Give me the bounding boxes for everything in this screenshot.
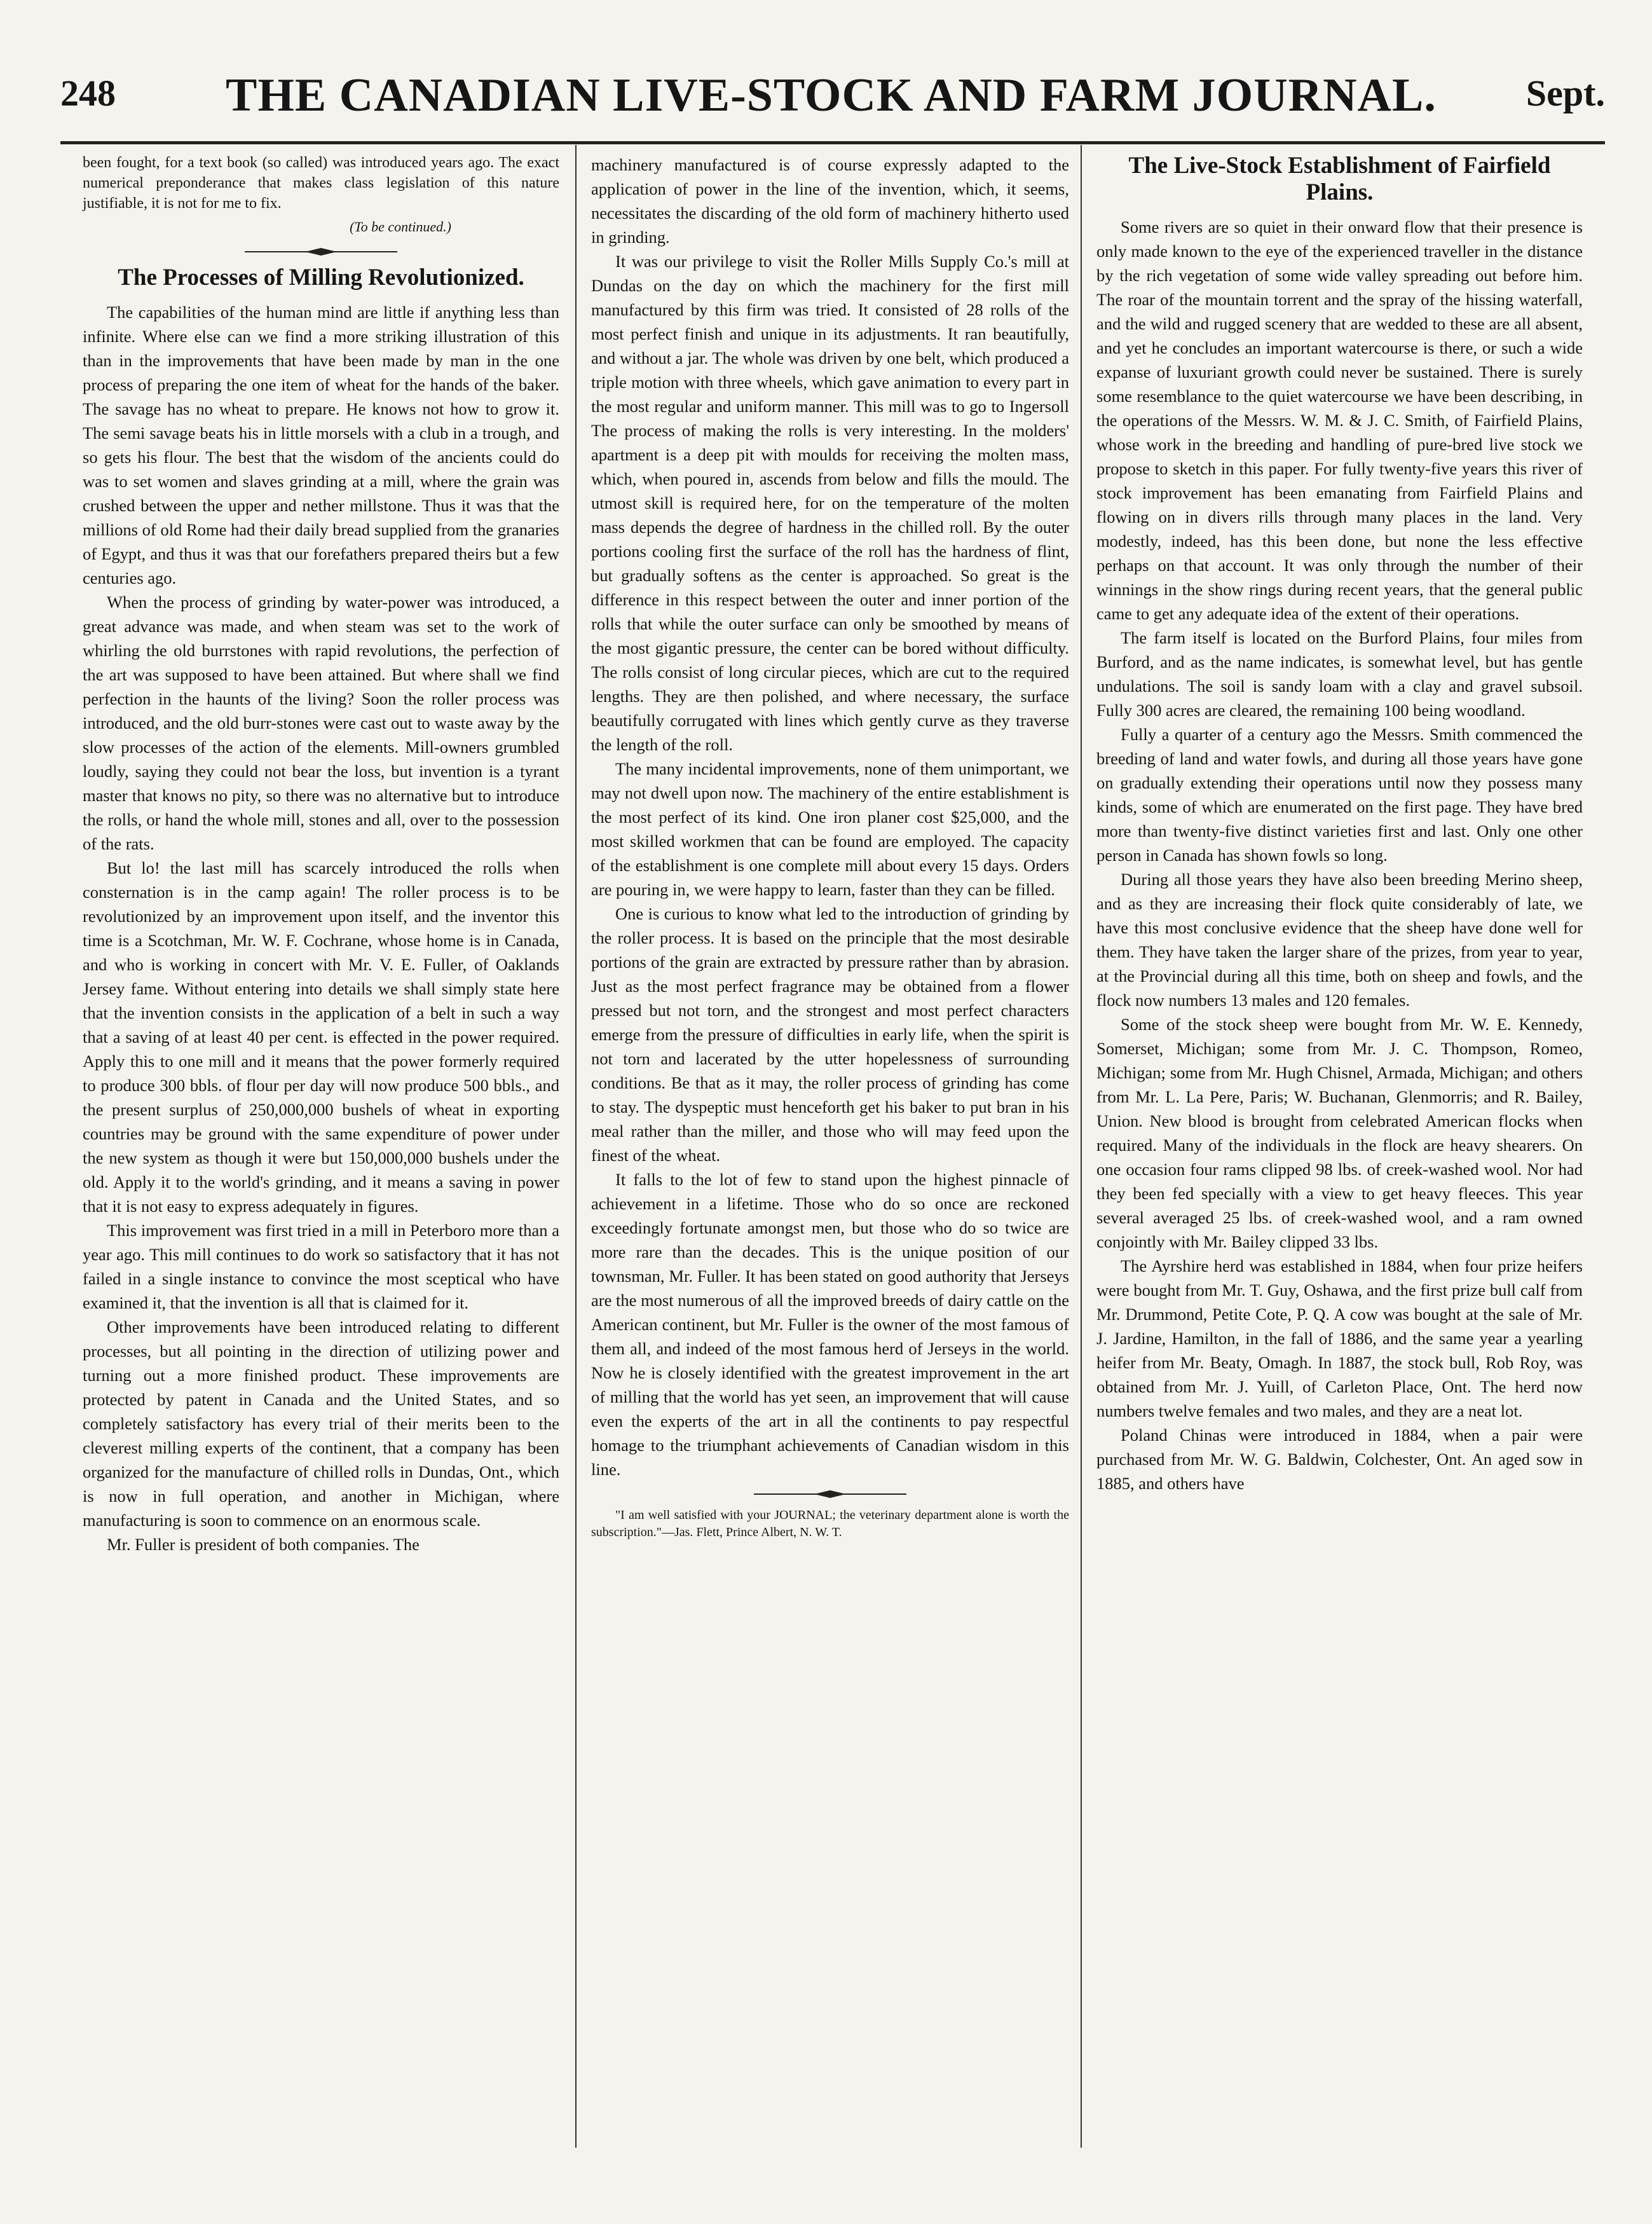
paragraph: One is curious to know what led to the introduction of grinding by the roller process. It is based on the principle that the most desirable portions of the grain are extracted by pressure rather than by abrasion. Just as the most perfect fragrance may be obtained from a flower pressed but not torn, and the strongest and most perfect characters emerge from the pressure of difficulties in early life, when the spirit is not torn and lacerated by the utter hopelessness of surrounding conditions. Be that as it may, the roller process of grinding has come to stay. The dyspeptic must henceforth get his baker to put bran in his meal rather than the miller, and those who will may feed upon the finest of the wheat. — [591, 904, 1069, 1165]
paragraph: machinery manufactured is of course expressly adapted to the application of power in the line of the invention, which, it seems, necessitates the discarding of the old form of machinery hitherto used in grinding. — [591, 155, 1069, 247]
paragraph: Other improvements have been introduced relating to different processes, but all pointing in the direction of utilizing power and turning out a more finished product. These improvements are protected by patent in Canada and the United States, and so completely satisfactory has every trial of their merits been to the cleverest milling experts of the continent, that a company has been organized for the manufacture of chilled rolls in Dundas, Ont., which is now in full operation, and another in Michigan, where manufacturing is soon to commence on an enormous scale. — [83, 1317, 559, 1530]
paragraph: Some of the stock sheep were bought from Mr. W. E. Kennedy, Somerset, Michigan; some from Mr. J. C. Thompson, Romeo, Michigan; some from Mr. Hugh Chisnel, Armada, Michigan; and others from Mr. L. La Pere, Paris; W. Buchanan, Glenmorris; and R. Bailey, Union. New blood is brought from celebrated American flocks when required. Many of the individuals in the flock are heavy shearers. On one occasion four rams clipped 98 lbs. of creek-washed wool. Nor had they been fed specially with a view to get heavy fleeces. This year several averaged 25 lbs. of creek-washed wool, and a ram owned conjointly with Mr. Bailey clipped 33 lbs. — [1096, 1015, 1583, 1251]
article-title-fairfield: The Live-Stock Establishment of Fairfield Plains. — [1128, 153, 1551, 205]
paragraph: Poland Chinas were introduced in 1884, when a pair were purchased from Mr. W. G. Baldwin, Colchester, Ont. An aged sow in 1885, and others have — [1096, 1425, 1583, 1493]
paragraph: During all those years they have also been breeding Merino sheep, and as they are increasing their flock quite considerably of late, we have this most conclusive evidence that the sheep have done well for them. They have taken the larger share of the prizes, from year to year, at the Provincial during all this time, both on sheep and fowls, and the flock now numbers 13 males and 120 females. — [1096, 870, 1583, 1010]
ornament-divider — [245, 245, 397, 258]
header-rule — [60, 141, 1605, 144]
paragraph: Mr. Fuller is president of both companies. The — [107, 1535, 420, 1554]
paragraph: Some rivers are so quiet in their onward flow that their presence is only made known to the eye of the experienced traveller in the distance by the rich vegetation of some wide valley spreading out before him. The roar of the mountain torrent and the spray of the hissing waterfall, and the wild and rugged scenery that are wedded to these are all absent, and yet he concludes an important watercourse is there, or such a wide expanse of luxuriant growth could never be sustained. There is surely some resemblance to the quiet watercourse we have been describing, in the operations of the Messrs. W. M. & J. C. Smith, of Fairfield Plains, whose work in the breeding and handling of pure-bred live stock we propose to sketch in this paper. For fully twenty-five years this river of stock improvement has been emanating from Fairfield Plains and flowing on in divers rills through many places in the land. Very modestly, indeed, has this been done, but none the less effective perhaps on that account. It was only through the number of their winnings in the show rings during recent years, that the general public came to get any adequate idea of the extent of their operations. — [1096, 217, 1583, 623]
paragraph: This improvement was first tried in a mill in Peterboro more than a year ago. This mill continues to do work so satisfactory that it has not failed in a single instance to convince the most sceptical who have examined it, that the invention is all that is claimed for it. — [83, 1221, 559, 1312]
page-header — [60, 69, 1605, 139]
paragraph: It was our privilege to visit the Roller Mills Supply Co.'s mill at Dundas on the day on which the machinery for the first mill manufactured by this firm was tried. It consisted of 28 rolls of the most perfect finish and unique in its adjustments. It ran beautifully, and without a jar. The whole was driven by one belt, which produced a triple motion with three wheels, which gave animation to every part in the most regular and uniform manner. This mill was to go to Ingersoll The process of making the rolls is very interesting. In the molders' apartment is a deep pit with moulds for receiving the molten mass, which, when poured in, ascends from below and fills the mould. The utmost skill is required here, for on the temperature of the molten mass depends the degree of hardness in the chilled roll. By the outer portions cooling first the surface of the roll has the hardness of flint, but gradually softens as the center is approached. So great is the difference in this respect between the outer and inner portion of the rolls that while the outer surface can only be smoothed by means of the most gigantic pressure, the center can be bored without difficulty. The rolls consist of long circular pieces, which are cut to the required lengths. They are then polished, and where necessary, the surface beautifully corrugated with lines which gently curve as they traverse the length of the roll. — [591, 252, 1069, 754]
paragraph: Fully a quarter of a century ago the Messrs. Smith commenced the breeding of land and water fowls, and during all those years have gone on gradually extending their operations until now they possess many kinds, some of which are enumerated on the first page. They have bred more than twenty-five distinct varieties first and last. Only one other person in Canada has shown fowls so long. — [1096, 725, 1583, 865]
paragraph: The farm itself is located on the Burford Plains, four miles from Burford, and as the name indicates, is somewhat level, but has gentle undulations. The soil is sandy loam with a clay and gravel subsoil. Fully 300 acres are cleared, the remaining 100 being woodland. — [1096, 628, 1583, 720]
page-number: 248 — [60, 72, 116, 114]
issue-month: Sept. — [1526, 72, 1605, 114]
column-1 — [83, 153, 559, 1556]
paragraph: The many incidental improvements, none of them unimportant, we may not dwell upon now. The machinery of the entire establishment is the most perfect of its kind. One iron planer cost $25,000, and the most skilled workmen that can be found are employed. The capacity of the establishment is one complete mill about every 15 days. Orders are pouring in, we were happy to learn, faster than they can be filled. — [591, 759, 1069, 899]
paragraph: When the process of grinding by water-power was introduced, a great advance was made, and when steam was set to the work of whirling the old burrstones with rapid revolutions, the perfection of the art was supposed to have been attained. But where shall we find perfection in the haunts of the living? Soon the roller process was introduced, and the old burr-stones were cast out to waste away by the slow processes of the action of the elements. Mill-owners grumbled loudly, saying they could not bear the loss, but invention is a tyrant master that knows no pity, so there was no alternative but to introduce the rolls, or hand the whole mill, stones and all, over to the possession of the rats. — [83, 593, 559, 853]
paragraph: But lo! the last mill has scarcely introduced the rolls when consternation is in the camp again! The roller process is to be revolutionized by an improvement upon itself, and the inventor this time is a Scotchman, Mr. W. F. Cochrane, whose home is in Canada, and who is working in concert with Mr. V. E. Fuller, of Oaklands Jersey fame. Without entering into details we shall simply state here that the invention consists in the application of a belt in such a way that a saving of at least 40 per cent. is effected in the power required. Apply this to one mill and it means that the power formerly required to produce 300 bbls. of flour per day will now produce 500 bbls., and the present surplus of 250,000,000 bushels of wheat in exporting countries may be ground with the same expenditure of power under the new system as though it were but 150,000,000 bushels under the old. Apply it to the world's grinding, and it means a saving in power that it is not easy to express adequately in figures. — [83, 858, 559, 1216]
paragraph: The capabilities of the human mind are little if anything less than infinite. Where else can we find a more striking illustration of this than in the improvements that have been made by man in the one process of preparing the one item of wheat for the hands of the baker. The savage has no wheat to prepare. He knows not how to grow it. The semi savage beats his in little morsels with a club in a trough, and so gets his flour. The best that the wisdom of the ancients could do was to set women and slaves grinding at a mill, where the grain was crushed between the upper and nether millstone. Thus it was that the millions of old Rome had their daily bread supplied from the granaries of Egypt, and thus it was that our forefathers prepared theirs but a few centuries ago. — [83, 303, 559, 587]
column-divider — [1081, 145, 1082, 2148]
column-divider — [575, 145, 577, 2148]
column-3 — [1096, 153, 1583, 1495]
continued-text: been fought, for a text book (so called) was introduced years ago. The exact numerical preponderance that makes class legislation of this nature justifiable, it is not for me to fix. — [83, 154, 559, 212]
ornament-divider — [754, 1488, 906, 1500]
journal-title: THE CANADIAN LIVE-STOCK AND FARM JOURNAL. — [226, 69, 1437, 121]
footnote: "I am well satisfied with your JOURNAL; the veterinary department alone is worth the subscription."—Jas. Flett, Prince Albert, N. W. T. — [591, 1508, 1069, 1539]
article-title-milling: The Processes of Milling Revolutionized. — [118, 264, 524, 291]
continued-note: (To be continued.) — [350, 219, 451, 235]
paragraph: It falls to the lot of few to stand upon the highest pinnacle of achievement in a lifetime. Those who do so once are reckoned exceedingly fortunate amongst men, but those who do so twice are more rare than the decades. This is the unique position of our townsman, Mr. Fuller. It has been stated on good authority that Jerseys are the most numerous of all the improved breeds of dairy cattle on the American continent, but Mr. Fuller is the owner of the most famous of them all, and indeed of the most famous herd of Jerseys in the world. Now he is closely identified with the greatest improvement in the art of milling that the world has yet seen, an improvement that will cause even the experts of the art in all the continents to pay respectful homage to the triumphant achievements of Canadian wisdom in this line. — [591, 1170, 1069, 1479]
column-2 — [591, 153, 1069, 1541]
paragraph: The Ayrshire herd was established in 1884, when four prize heifers were bought from Mr. T. Guy, Oshawa, and the first prize bull calf from Mr. Drummond, Petite Cote, P. Q. A cow was bought at the sale of Mr. J. Jardine, Hamilton, in the fall of 1886, and the same year a yearling heifer from Mr. Beaty, Omagh. In 1887, the stock bull, Rob Roy, was obtained from Mr. J. Yuill, of Carleton Place, Ont. The herd now numbers twelve females and two males, and they are a neat lot. — [1096, 1256, 1583, 1420]
